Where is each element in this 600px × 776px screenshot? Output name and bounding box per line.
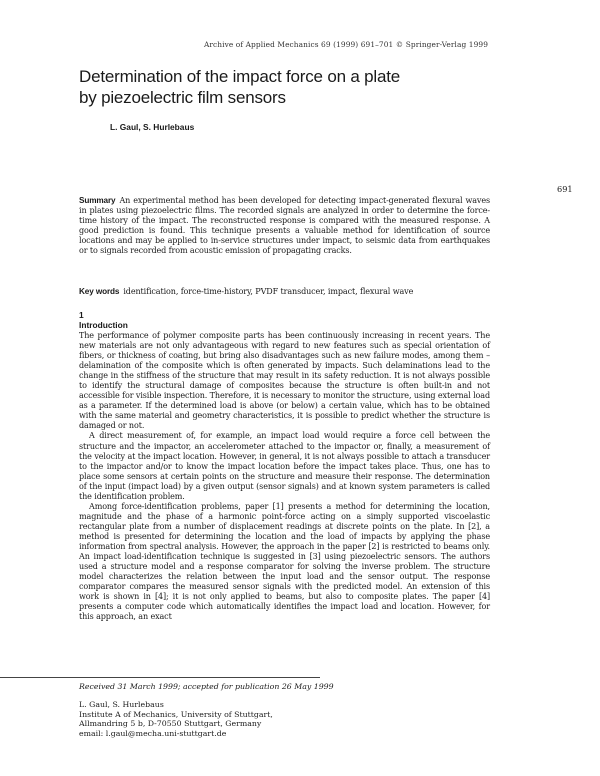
address-line: Institute A of Mechanics, University of Stuttgart, (79, 709, 273, 719)
paragraph: The performance of polymer composite parts has been continuously increasing in recent years. The new materials are not only advantageous with regard to new features such as special orientation of fibers, or thickness of coating, but bring also disadvantages such as new failure modes, among them – delamination of the composite which is often generated by impacts. Such delaminations lead to the change in the stiffness of the structure that may result in its safety reduction. It is not always possible to identify the structural damage of composites because the structure is often built-in and not accessible for visible inspection. Therefore, it is necessary to monitor the structure, using external load as a parameter. If the determined load is above (or below) a certain value, which has to be obtained with the same material and geometry characteristics, it is possible to predict whether the structure is damaged or not. (79, 331, 490, 431)
section-number: 1 (79, 310, 84, 320)
article-title-line-2: by piezoelectric film sensors (79, 88, 286, 107)
paragraph: Among force-identification problems, paper [1] presents a method for determining the location, magnitude and the phase of a harmonic point-force acting on a simply supported viscoelastic rectangular plate from a number of displacement readings at discrete points on the plate. In [2], a method is presented for determining the location and the load of impacts by applying the phase information from spectral analysis. However, the approach in the paper [2] is restricted to beams only. An impact load-identification technique is suggested in [3] using piezoelectric sensors. The authors used a structure model and a response comparator for solving the inverse problem. The structure model characterizes the relation between the input load and the sensor output. The response comparator compares the measured sensor signals with the predicted model. An extension of this work is shown in [4]; it is not only applied to beams, but also to composite plates. The paper [4] presents a computer code which automatically identifies the impact load and location. However, for this approach, an exact (79, 501, 490, 622)
keywords-text: identification, force-time-history, PVDF transducer, impact, flexural wave (123, 287, 414, 296)
author-address (79, 700, 273, 739)
author-email: email: l.gaul@mecha.uni-stuttgart.de (79, 729, 227, 739)
keywords-label: Key words (79, 287, 120, 296)
journal-citation: Archive of Applied Mechanics 69 (1999) 691–701 © Springer-Verlag 1999 (203, 40, 488, 49)
article-title-line-1: Determination of the impact force on a plate (79, 67, 400, 86)
introduction-body (79, 331, 490, 622)
address-line: L. Gaul, S. Hurlebaus (79, 700, 164, 709)
paragraph: A direct measurement of, for example, an impact load would require a force cell between the structure and the impactor, an accelerometer attached to the impactor or, finally, a measurement of the velocity at the impact location. However, in general, it is not always possible to attach a transducer to the impactor and/or to know the impact location before the impact takes place. Thus, one has to place some sensors at certain points on the structure and measure their response. The determination of the input (impact load) by a given output (sensor signals) and at known system parameters is called the identification problem. (79, 431, 490, 501)
section-title: Introduction (79, 320, 128, 330)
summary-text: An experimental method has been developed for detecting impact-generated flexural waves in plates using piezoelectric films. The recorded signals are analyzed in order to determine the force-time history of the impact. The reconstructed response is compared with the measured response. A good prediction is found. This technique presents a valuable method for identification of source locations and may be applied to in-service structures under impact, to seismic data from earthquakes or to signals recorded from acoustic emission of propagating cracks. (79, 196, 490, 256)
received-date: Received 31 March 1999; accepted for publication 26 May 1999 (79, 682, 334, 691)
footnote-divider (0, 677, 320, 678)
article-title (79, 66, 499, 108)
summary-block (79, 196, 490, 256)
page-number: 691 (557, 184, 573, 194)
address-line: Allmandring 5 b, D-70550 Stuttgart, Germany (79, 719, 262, 729)
summary-label: Summary (79, 196, 116, 205)
authors: L. Gaul, S. Hurlebaus (110, 122, 195, 132)
keywords-block (79, 287, 490, 297)
